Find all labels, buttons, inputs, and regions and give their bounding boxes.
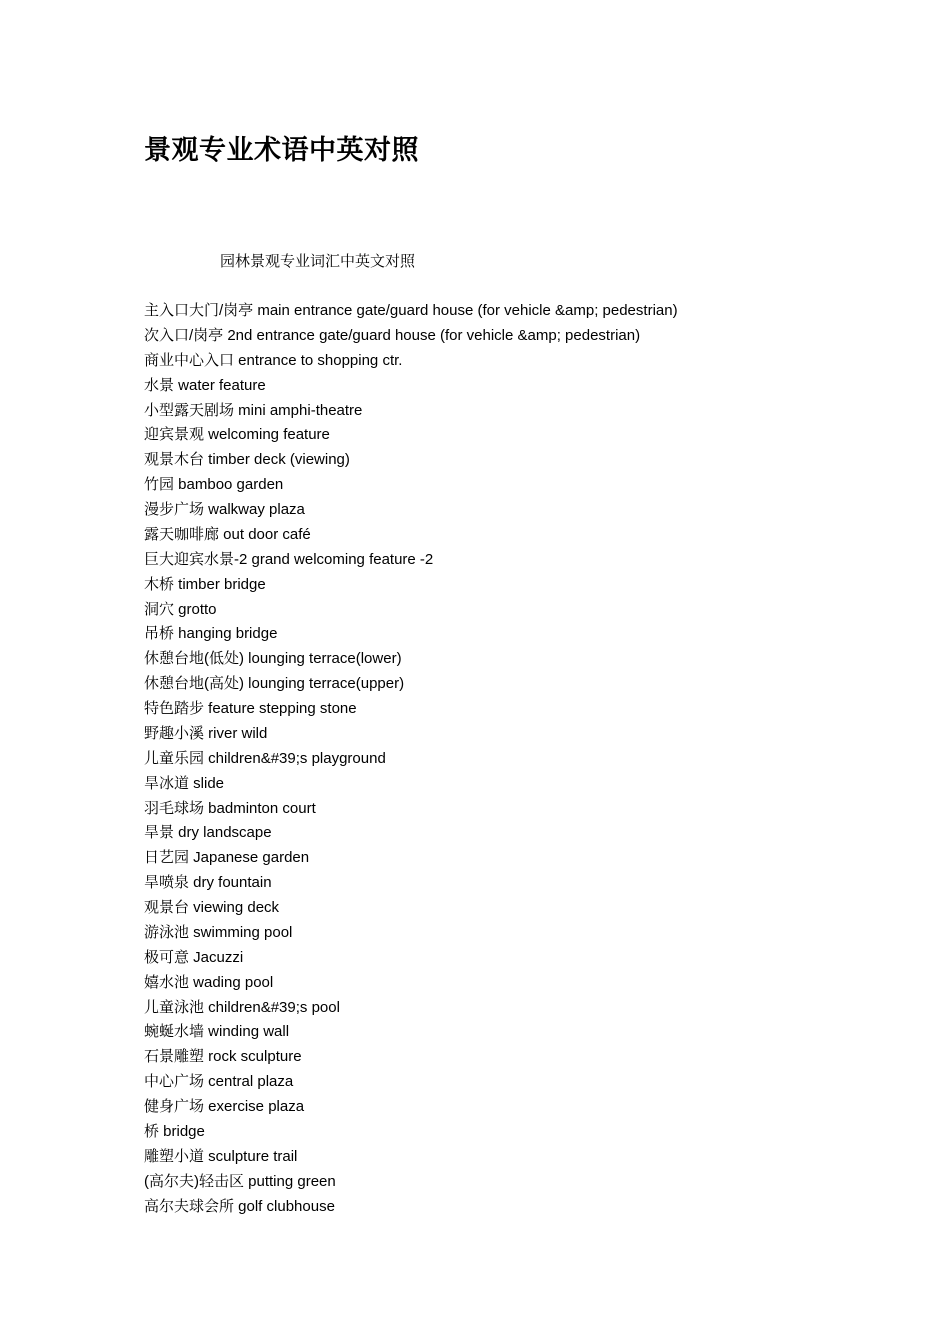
glossary-term: 羽毛球场 badminton court [144,799,316,817]
glossary-term: 儿童乐园 children&#39;s playground [144,749,386,767]
glossary-term: 观景木台 timber deck (viewing) [144,451,350,469]
glossary-term: 高尔夫球会所 golf clubhouse [144,1197,335,1215]
glossary-term: 露天咖啡廊 out door café [144,525,311,543]
glossary-term: 漫步广场 walkway plaza [144,501,305,518]
glossary-term: 木桥 timber bridge [144,575,266,593]
glossary-term: 蜿蜒水墙 winding wall [144,1023,290,1041]
glossary-term: 旱冰道 slide [144,774,225,792]
glossary-term: 日艺园 Japanese garden [144,849,310,867]
glossary-term: 中心广场 central plaza [144,1073,294,1091]
glossary-term: 主入口大门/岗亭 main entrance gate/guard house (for vehicle &amp; pedestrian) [144,302,678,319]
glossary-term: 竹园 bamboo garden [144,476,284,494]
glossary-term: 旱景 dry landscape [144,824,272,842]
glossary-term: 儿童泳池 children&#39;s pool [144,998,340,1016]
document-subtitle: 园林景观专业词汇中英文对照 [220,253,416,270]
document-title: 景观专业术语中英对照 [144,135,419,166]
glossary-term-list [144,299,678,1219]
glossary-term: 旱喷泉 dry fountain [144,874,272,892]
glossary-term: 休憩台地(高处) lounging terrace(upper) [144,675,405,693]
glossary-term: 水景 water feature [144,376,266,394]
glossary-term: 雕塑小道 sculpture trail [144,1147,298,1165]
glossary-term: 商业中心入口 entrance to shopping ctr. [144,351,403,369]
glossary-term: 石景雕塑 rock sculpture [144,1048,302,1066]
glossary-term: 小型露天剧场 mini amphi-theatre [144,401,363,419]
glossary-term: (高尔夫)轻击区 putting green [144,1172,336,1190]
glossary-term: 桥 bridge [144,1122,205,1140]
glossary-term: 特色踏步 feature stepping stone [144,700,357,717]
glossary-term: 野趣小溪 river wild [144,724,268,742]
glossary-term: 观景台 viewing deck [144,899,280,916]
glossary-term: 次入口/岗亭 2nd entrance gate/guard house (for vehicle &amp; pedestrian) [144,326,641,344]
glossary-term: 迎宾景观 welcoming feature [144,426,330,444]
glossary-term: 健身广场 exercise plaza [144,1098,305,1115]
glossary-term: 极可意 Jacuzzi [144,948,244,966]
glossary-term: 游泳池 swimming pool [144,923,293,941]
glossary-term: 巨大迎宾水景-2 grand welcoming feature -2 [144,550,434,568]
glossary-term: 休憩台地(低处) lounging terrace(lower) [144,650,402,668]
glossary-term: 洞穴 grotto [144,600,217,618]
glossary-term: 吊桥 hanging bridge [144,625,278,643]
glossary-term: 嬉水池 wading pool [144,973,274,991]
